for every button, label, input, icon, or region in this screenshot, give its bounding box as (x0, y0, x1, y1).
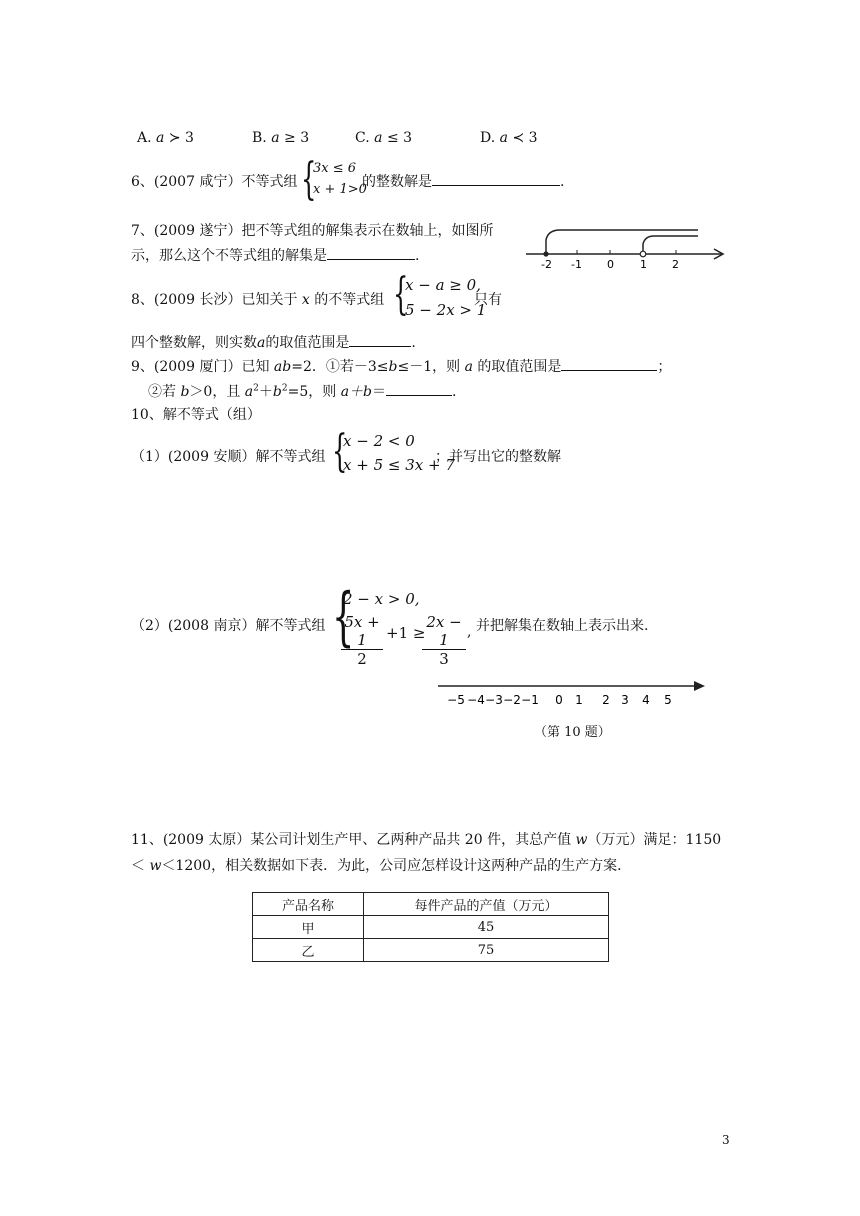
answer-blank[interactable] (327, 245, 415, 260)
product-table (252, 892, 609, 962)
answer-blank[interactable] (432, 171, 560, 186)
q10-p2-frac-2: $\frac{2x - 1}{3}$ (422, 613, 466, 668)
q5-option-c: C. a ≤ 3 (355, 130, 413, 146)
table-cell: 甲 (253, 916, 364, 939)
table-cell: 乙 (253, 939, 364, 962)
q10-p2-comma: , (467, 624, 472, 640)
q8-ineq-1: x − a ≥ 0, (405, 276, 481, 294)
q6-ineq-1: 3x ≤ 6 (313, 161, 357, 176)
q10-number-line (436, 676, 708, 710)
q8-prefix: 8、(2009 长沙）已知关于 x 的不等式组 (131, 292, 385, 308)
q5-option-a: A. a ≻ 3 (137, 130, 194, 146)
answer-blank[interactable] (561, 356, 657, 371)
q7-tick-0: 0 (607, 258, 614, 271)
q5-option-d: D. a ≺ 3 (480, 130, 538, 146)
q10-tick-label: 1 (575, 693, 583, 707)
q10-title: 10、解不等式（组） (131, 407, 261, 423)
q8-line-3: 四个整数解，则实数a的取值范围是 . (131, 332, 416, 352)
q11-line-2: ＜ w＜1200，相关数据如下表．为此，公司应怎样设计这两种产品的生产方案． (131, 858, 632, 874)
page-number: 3 (722, 1133, 730, 1147)
q7-tick-1: 1 (640, 258, 647, 271)
q7-tick--1: -1 (571, 258, 582, 271)
q10-p2-mid: +1 ≥ (386, 624, 426, 642)
q10-tick-label: −2 (503, 693, 521, 707)
table-row (253, 916, 609, 939)
q7-line-1: 7、(2009 遂宁）把不等式组的解集表示在数轴上，如图所 (131, 223, 494, 239)
q7-number-line (526, 222, 726, 272)
q10-tick-label: −5 (447, 693, 465, 707)
q10-tick-label: −1 (521, 693, 539, 707)
q10-tick-label: −3 (485, 693, 503, 707)
q10-p2-frac-1: $\frac{5x + 1}{2}$ (341, 613, 383, 668)
q10-p1-ineq-2: x + 5 ≤ 3x + 7 (343, 456, 455, 474)
q10-p1-brace: { (332, 426, 348, 477)
q7-tick-2: 2 (672, 258, 679, 271)
q11-line-1: 11、(2009 太原）某公司计划生产甲、乙两种产品共 20 件，其总产值 w（万元）满足：1150 (131, 832, 722, 848)
q10-p1-ineq-1: x − 2 < 0 (343, 432, 415, 450)
q10-p1-prefix: （1）(2009 安顺）解不等式组 (131, 449, 326, 465)
q10-p2-suffix: 并把解集在数轴上表示出来. (476, 618, 649, 634)
table-header-cell: 产品名称 (253, 893, 364, 916)
answer-blank[interactable] (349, 332, 411, 347)
q10-tick-labels (447, 693, 672, 707)
q10-tick-label: 0 (555, 693, 563, 707)
q9-line-2: ②若 b＞0，且 $a^2+b^2=5$，则 a＋b＝ . (148, 381, 456, 401)
q10-caption: （第 10 题） (534, 725, 611, 740)
answer-blank[interactable] (386, 381, 452, 396)
q9-line-1: 9、(2009 厦门）已知 ab=2．①若－3≤b≤－1，则 a 的取值范围是 ； (131, 356, 671, 376)
q7-line-2: 示，那么这个不等式组的解集是 . (131, 245, 419, 265)
table-cell: 75 (364, 939, 609, 962)
q10-p2-brace: { (332, 580, 355, 654)
q8-after: 只有 (474, 292, 502, 308)
q8-ineq-2: 5 − 2x > 1 (405, 301, 487, 319)
q8-brace: { (393, 269, 409, 320)
table-row (253, 939, 609, 962)
q10-tick-label: 3 (621, 693, 629, 707)
q5-option-b: B. a ≥ 3 (252, 130, 310, 146)
q6-prefix: 6、(2007 咸宁）不等式组 (131, 174, 298, 190)
q6-ineq-2: x + 1>0 (313, 182, 367, 197)
q10-tick-label: 4 (642, 693, 650, 707)
q10-p2-prefix: （2）(2008 南京）解不等式组 (131, 618, 326, 634)
q6-brace: { (301, 154, 317, 205)
q10-tick-label: 2 (602, 693, 610, 707)
q10-p2-ineq-1: 2 − x > 0, (343, 590, 420, 608)
q6-suffix: 的整数解是 . (362, 171, 564, 191)
q10-tick-label: 5 (664, 693, 672, 707)
table-header-row (253, 893, 609, 916)
q10-tick-label: −4 (467, 693, 485, 707)
q7-tick--2: -2 (541, 258, 552, 271)
q10-p1-suffix: ；并写出它的整数解 (435, 449, 561, 465)
table-cell: 45 (364, 916, 609, 939)
table-header-cell: 每件产品的产值（万元） (364, 893, 609, 916)
